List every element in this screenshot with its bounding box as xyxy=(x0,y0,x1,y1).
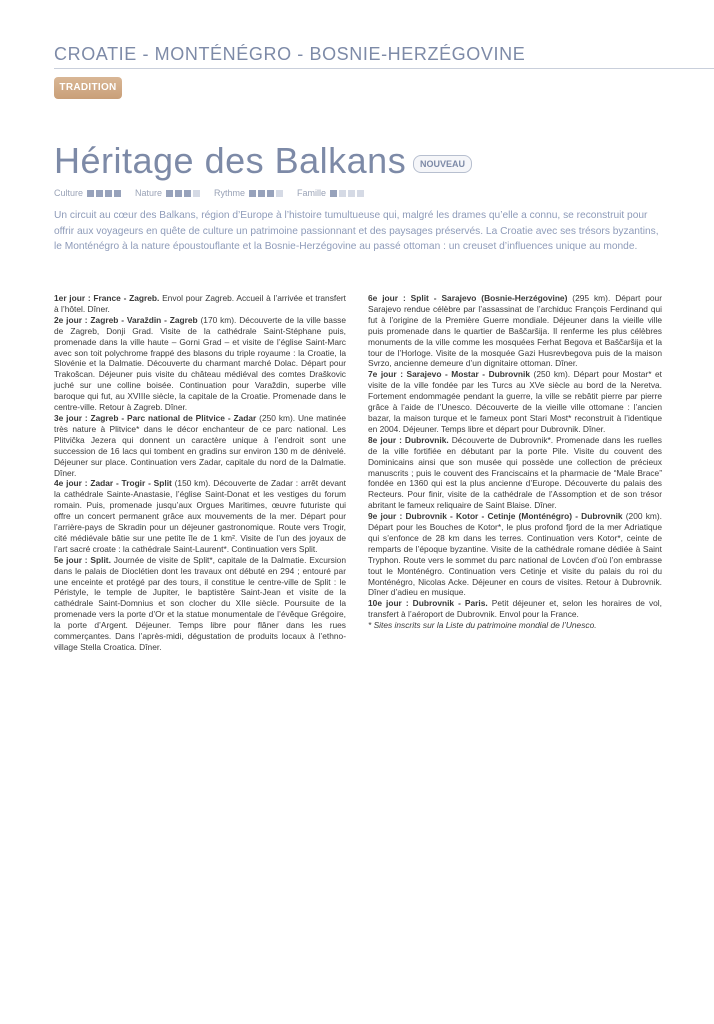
rating-label: Nature xyxy=(135,188,163,198)
day-heading: 1er jour : France - Zagreb. xyxy=(54,293,160,303)
day-heading: 10e jour : Dubrovnik - Paris. xyxy=(368,598,488,609)
itinerary-right-column xyxy=(368,293,662,631)
itinerary-day xyxy=(368,511,662,598)
rating-square-filled xyxy=(96,190,103,197)
tradition-badge: TRADITION xyxy=(54,77,122,99)
rating-squares xyxy=(330,190,364,197)
itinerary-day xyxy=(54,315,346,413)
rating-square-empty xyxy=(276,190,283,197)
unesco-footnote: * Sites inscrits sur la Liste du patrimoine mondial de l’Unesco. xyxy=(368,620,597,631)
rating-squares xyxy=(249,190,283,197)
day-description: Découverte de Dubrovnik*. Promenade dans les ruelles de la ville fortifiée en débutant par la porte Pile. Visite du couvent des Dominicains ainsi que son musée qui possède une collection de précieux manuscrits ; puis le couvent des Franciscains et la pharmacie de “Male Brace” fondée en 1360 qui est la plus ancienne d’Europe. Découverte du palais des Recteurs. Pour finir, visite de la cathédrale de l’Assomption et de son trésor abritant le fameux reliquaire de Saint Blaise. Dîner. xyxy=(368,434,662,511)
day-heading: 3e jour : Zagreb - Parc national de Plitvice - Zadar xyxy=(54,412,257,423)
tour-title: Héritage des Balkans xyxy=(54,140,407,181)
new-badge: NOUVEAU xyxy=(413,155,472,173)
day-description: Petit déjeuner et, selon les horaires de vol, transfert à l’aéroport de Dubrovnik. Envol pour la France. xyxy=(368,598,662,620)
rating-label: Rythme xyxy=(214,188,246,198)
day-description: (295 km). Départ pour Sarajevo rendue célèbre par l’assassinat de l’archiduc François Ferdinand qui fut à l’origine de la Première Guerre mondiale. Déjeuner dans la vieille ville puis promenade dans le quartier de Baščaršija. Il renferme les plus célèbres monuments de la ville comme les mosquées Ferhat Begova et Baščaršija et la tour de l’Horloge. Visite de la mosquée Gazi Husrevbegova puis de la maison Svrzo, ancienne demeure d’un dignitaire ottoman. Dîner. xyxy=(368,293,663,369)
rating-label: Famille xyxy=(297,188,327,198)
day-heading: 2e jour : Zagreb - Varaždin - Zagreb xyxy=(54,314,198,325)
rating-square-filled xyxy=(267,190,274,197)
rating-square-empty xyxy=(348,190,355,197)
day-description: (250 km). Départ pour Mostar* et visite de la ville fondée par les Turcs au XVe siècle au bord de la Neretva. Fortement endommagée pendant la guerre, la ville se rebâtit pierre par pierre grâce à l’aide de l’Unesco. Découverte de la vieille ville ottomane : l’ancien bazar, la maison turque et le fameux pont Stari Most* reconstruit à l’identique en 2004. Déjeuner. Temps libre et départ pour Dubrovnik. Dîner. xyxy=(368,369,662,434)
itinerary-day xyxy=(54,555,346,653)
rating-square-empty xyxy=(193,190,200,197)
rating-square-filled xyxy=(175,190,182,197)
itinerary-day xyxy=(54,413,346,478)
day-description: Journée de visite de Split*, capitale de la Dalmatie. Excursion dans le palais de Dioclétien dont les travaux ont débuté en 294 ; entouré par une enceinte et protégé par des tours, il constitue le centre-ville de Split : le Péristyle, le temple de Jupiter, le baptistère Saint-Jean et visite de la cathédrale Saint-Domnius et son clocher du XIIe siècle. Poursuite de la promenade vers la porte d’Or et la statue monumentale de l’évêque Grégoire, la porte d’Argent. Déjeuner. Temps libre pour flâner dans les rues commerçantes. Dans l’après-midi, dégustation de produits locaux à l’ethno-village Stella Croatica. Dîner. xyxy=(54,554,346,652)
itinerary-day xyxy=(54,478,346,554)
rating-squares xyxy=(166,190,200,197)
rating-square-empty xyxy=(357,190,364,197)
itinerary-day xyxy=(54,293,346,315)
day-description: (150 km). Découverte de Zadar : arrêt devant la cathédrale Sainte-Anastasie, l’église Saint-Donat et les vestiges du forum romain. Puis, promenade jusqu’aux Orgues Maritimes, œuvre futuriste qui offre un concert permanent grâce aux mouvements de la mer. Départ pour l’arrière-pays de Skradin pour un déjeuner gastronomique. Route vers Trogir, cité médiévale bâtie sur une petite île de 1 km². Visite de l’un des joyaux de l’art sacré croate : la cathédrale Saint-Laurent*. Continuation vers Split. xyxy=(54,478,346,554)
itinerary-day xyxy=(368,435,662,511)
day-description: (200 km). Départ pour les Bouches de Kotor*, le plus profond fjord de la mer Adriatique qui s’enfonce de 28 km dans les terres. Continuation vers Kotor*, ceinte de remparts de l’époque byzantine. Visite de la cathédrale romane dédiée à Saint Tryphon. Route vers le sommet du parc national de Lovćen d’où l’on embrasse tout le Monténégro. Continuation vers Cetinje et visite du palais du roi du Monténégro, Nicolas Acke. Déjeuner en cours de visites. Retour à Dubrovnik. Dîner d’adieu en musique. xyxy=(368,511,662,598)
itinerary-day xyxy=(368,369,662,434)
itinerary-left-column xyxy=(54,293,346,653)
rating-square-filled xyxy=(166,190,173,197)
rating-square-filled xyxy=(105,190,112,197)
rating-famille xyxy=(297,188,364,198)
rating-square-filled xyxy=(249,190,256,197)
itinerary-day xyxy=(368,293,662,369)
rating-square-filled xyxy=(330,190,337,197)
rating-square-filled xyxy=(184,190,191,197)
day-heading: 6e jour : Split - Sarajevo (Bosnie-Herzégovine) xyxy=(368,293,568,303)
rating-label: Culture xyxy=(54,188,84,198)
day-heading: 5e jour : Split. xyxy=(54,554,111,565)
rating-square-empty xyxy=(339,190,346,197)
day-description: Envol pour Zagreb. Accueil à l’arrivée et transfert à l’hôtel. Dîner. xyxy=(54,293,346,314)
rating-culture xyxy=(54,188,121,198)
day-heading: 7e jour : Sarajevo - Mostar - Dubrovnik xyxy=(368,369,531,380)
rating-rythme xyxy=(214,188,283,198)
rating-square-filled xyxy=(258,190,265,197)
intro-paragraph: Un circuit au cœur des Balkans, région d’Europe à l’histoire tumultueuse qui, malgré les drames qu’elle a connu, se reconstruit pour offrir aux voyageurs en quête de culture un patrimoine passionnant et des paysages préservés. La Croatie avec ses trésors byzantins, le Monténégro à la nature époustouflante et la Bosnie-Herzégovine au passé ottoman : un creuset d’influences unique au monde. xyxy=(54,210,659,252)
day-description: (170 km). Découverte de la ville basse de Zagreb, Donji Grad. Visite de la cathédrale Saint-Stéphane puis, promenade dans la ville haute – Gorni Grad – et visite de l’église Saint-Marc avec son toit polychrome frappé des blasons du triple royaume : la Croatie, la Slovénie et la Dalmatie. Découverte du charmant marché Dolac. Départ pour Trakošcan. Déjeuner puis visite du château médiéval des comtes Draškovic juché sur une colline boisée. Continuation pour Varaždin, superbe ville baroque qui fut, au XVIIIe siècle, la capitale de la Croatie. Promenade dans le centre-ville. Retour à Zagreb. Dîner. xyxy=(54,314,346,413)
day-heading: 8e jour : Dubrovnik. xyxy=(368,434,449,445)
ratings-row xyxy=(54,188,364,198)
day-heading: 4e jour : Zadar - Trogir - Split xyxy=(54,478,172,489)
header-divider xyxy=(54,68,714,69)
itinerary-day xyxy=(368,598,662,620)
rating-nature xyxy=(135,188,200,198)
rating-squares xyxy=(87,190,121,197)
destination-title: CROATIE - MONTÉNÉGRO - BOSNIE-HERZÉGOVINE xyxy=(54,44,526,64)
day-heading: 9e jour : Dubrovnik - Kotor - Cetinje (Monténégro) - Dubrovnik xyxy=(368,511,623,522)
day-description: (250 km). Une matinée très nature à Plitvice* dans le décor enchanteur de ce parc national. Les Plitvička Jezera qui donnent un caractère unique à l’endroit sont une succession de 16 lacs qui tombent en gradins sur environ 130 m de dénivelé. Déjeuner sur place. Continuation vers Zadar, capitale du nord de la Dalmatie. Dîner. xyxy=(54,412,346,478)
rating-square-filled xyxy=(114,190,121,197)
rating-square-filled xyxy=(87,190,94,197)
